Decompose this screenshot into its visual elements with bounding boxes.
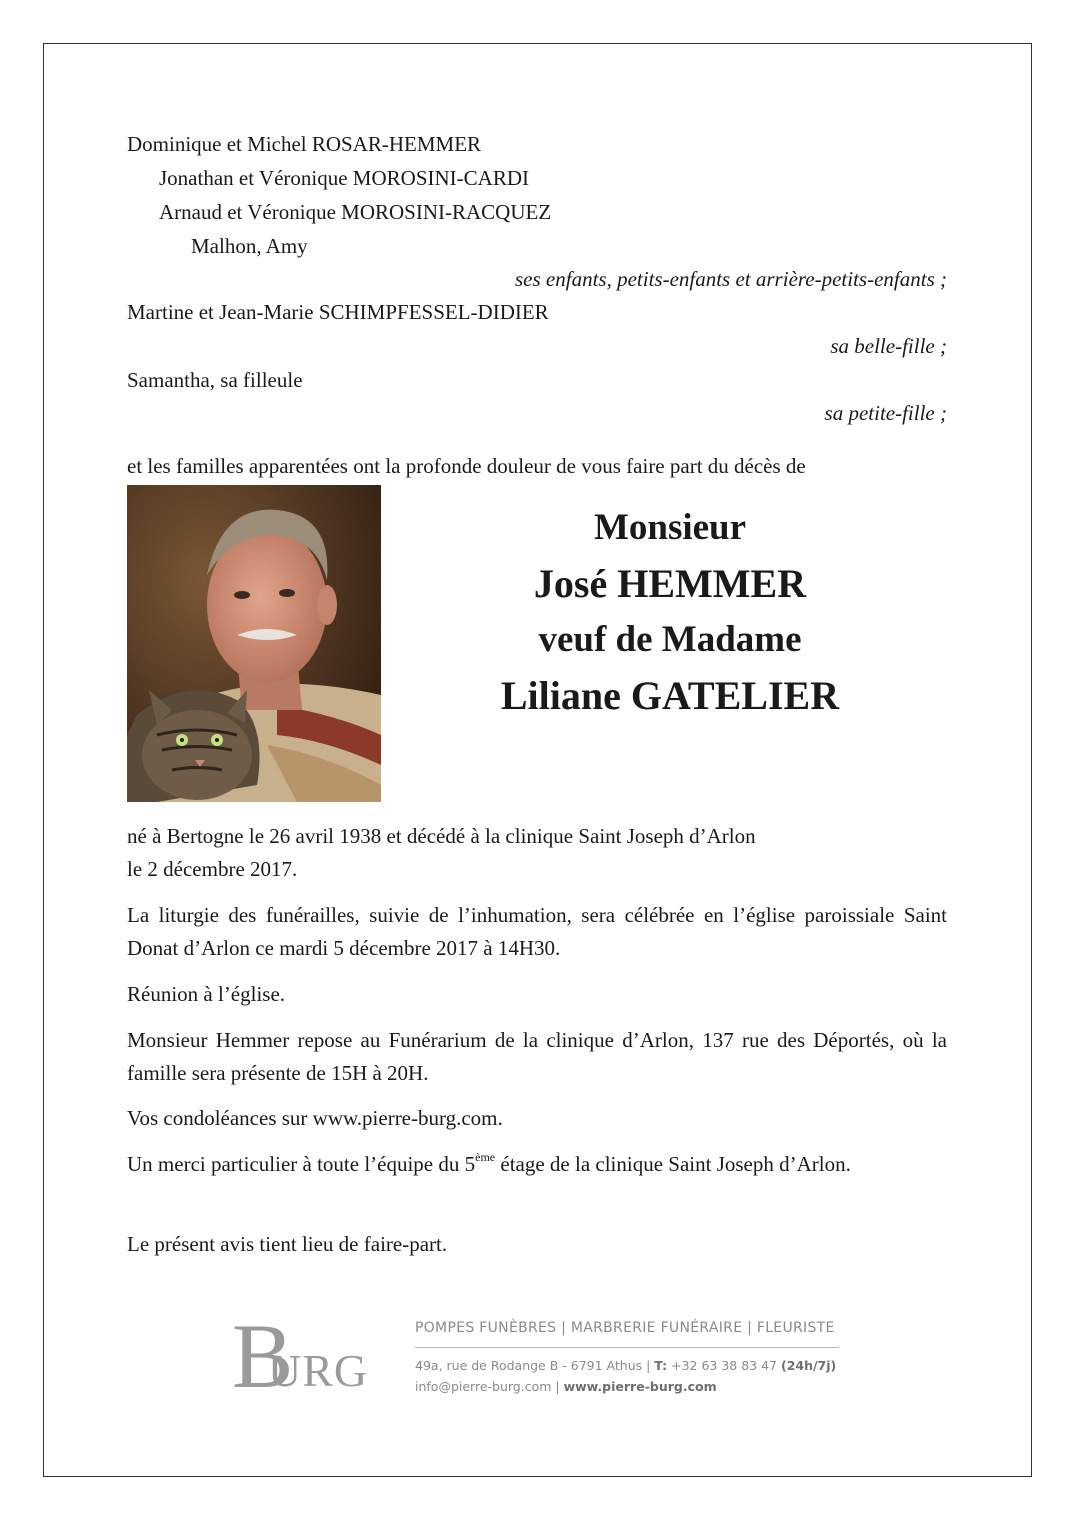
liturgy-paragraph: La liturgie des funérailles, suivie de l’inhumation, sera célébrée en l’église paroissiale Saint Donat d’Arlon ce mardi 5 décembre 2017 à 14H30. [127,903,947,960]
family-line-5: Martine et Jean-Marie SCHIMPFESSEL-DIDIER [127,300,549,324]
footer-phone-label: T: [654,1358,668,1373]
thanks-paragraph [127,1148,927,1181]
thanks-text-start: Un merci particulier à toute l’équipe du 5 [127,1152,476,1176]
footer-contact-line [415,1379,717,1394]
deceased-name: José HEMMER [533,561,807,606]
footer-email[interactable]: info@pierre-burg.com | [415,1379,564,1394]
birth-death-line-2: le 2 décembre 2017. [127,857,298,881]
widow-of: veuf de Madame [538,619,802,660]
footer-phone: +32 63 38 83 47 [667,1358,781,1373]
family-line-6: Samantha, sa filleule [127,368,303,392]
notice-paragraph: Le présent avis tient lieu de faire-part. [127,1232,448,1256]
reunion-paragraph: Réunion à l’église. [127,982,286,1006]
footer-address: 49a, rue de Rodange B - 6791 Athus | [415,1358,655,1373]
announcement-line: et les familles apparentées ont la profonde douleur de vous faire part du décès de [127,454,806,478]
thanks-text-end: étage de la clinique Saint Joseph d’Arlon. [495,1152,851,1176]
deceased-name-block [445,500,895,724]
portrait-photo [127,485,381,802]
family-line-1: Dominique et Michel ROSAR-HEMMER [127,132,482,156]
footer-address-line [415,1358,836,1373]
burg-logo-rest: URG [268,1345,369,1396]
funerarium-paragraph: Monsieur Hemmer repose au Funérarium de la clinique d’Arlon, 137 rue des Déportés, où la famille sera présente de 15H à 20H. [127,1028,947,1085]
children-role: ses enfants, petits-enfants et arrière-petits-enfants ; [515,267,947,291]
thanks-superscript: ème [475,1150,496,1164]
birth-death-paragraph [127,820,947,886]
family-line-3: Arnaud et Véronique MOROSINI-RACQUEZ [159,200,552,224]
birth-death-line-1: né à Bertogne le 26 avril 1938 et décédé à la clinique Saint Joseph d’Arlon [127,824,756,848]
footer-hours: (24h/7j) [780,1358,837,1373]
condolences-paragraph: Vos condoléances sur www.pierre-burg.com. [127,1106,503,1130]
footer-website[interactable]: www.pierre-burg.com [563,1379,717,1394]
portrait-illustration [127,485,381,802]
footer-divider [415,1347,839,1348]
granddaughter-role: sa petite-fille ; [824,401,947,425]
spouse-name: Liliane GATELIER [500,673,840,718]
deceased-title: Monsieur [593,507,747,548]
burg-logo-initial: B [232,1305,294,1407]
footer-services: POMPES FUNÈBRES | MARBRERIE FUNÉRAIRE | FLEURISTE [415,1320,835,1336]
family-line-2: Jonathan et Véronique MOROSINI-CARDI [159,166,529,190]
daughter-in-law-role: sa belle-fille ; [830,334,947,358]
family-line-4: Malhon, Amy [191,234,308,258]
